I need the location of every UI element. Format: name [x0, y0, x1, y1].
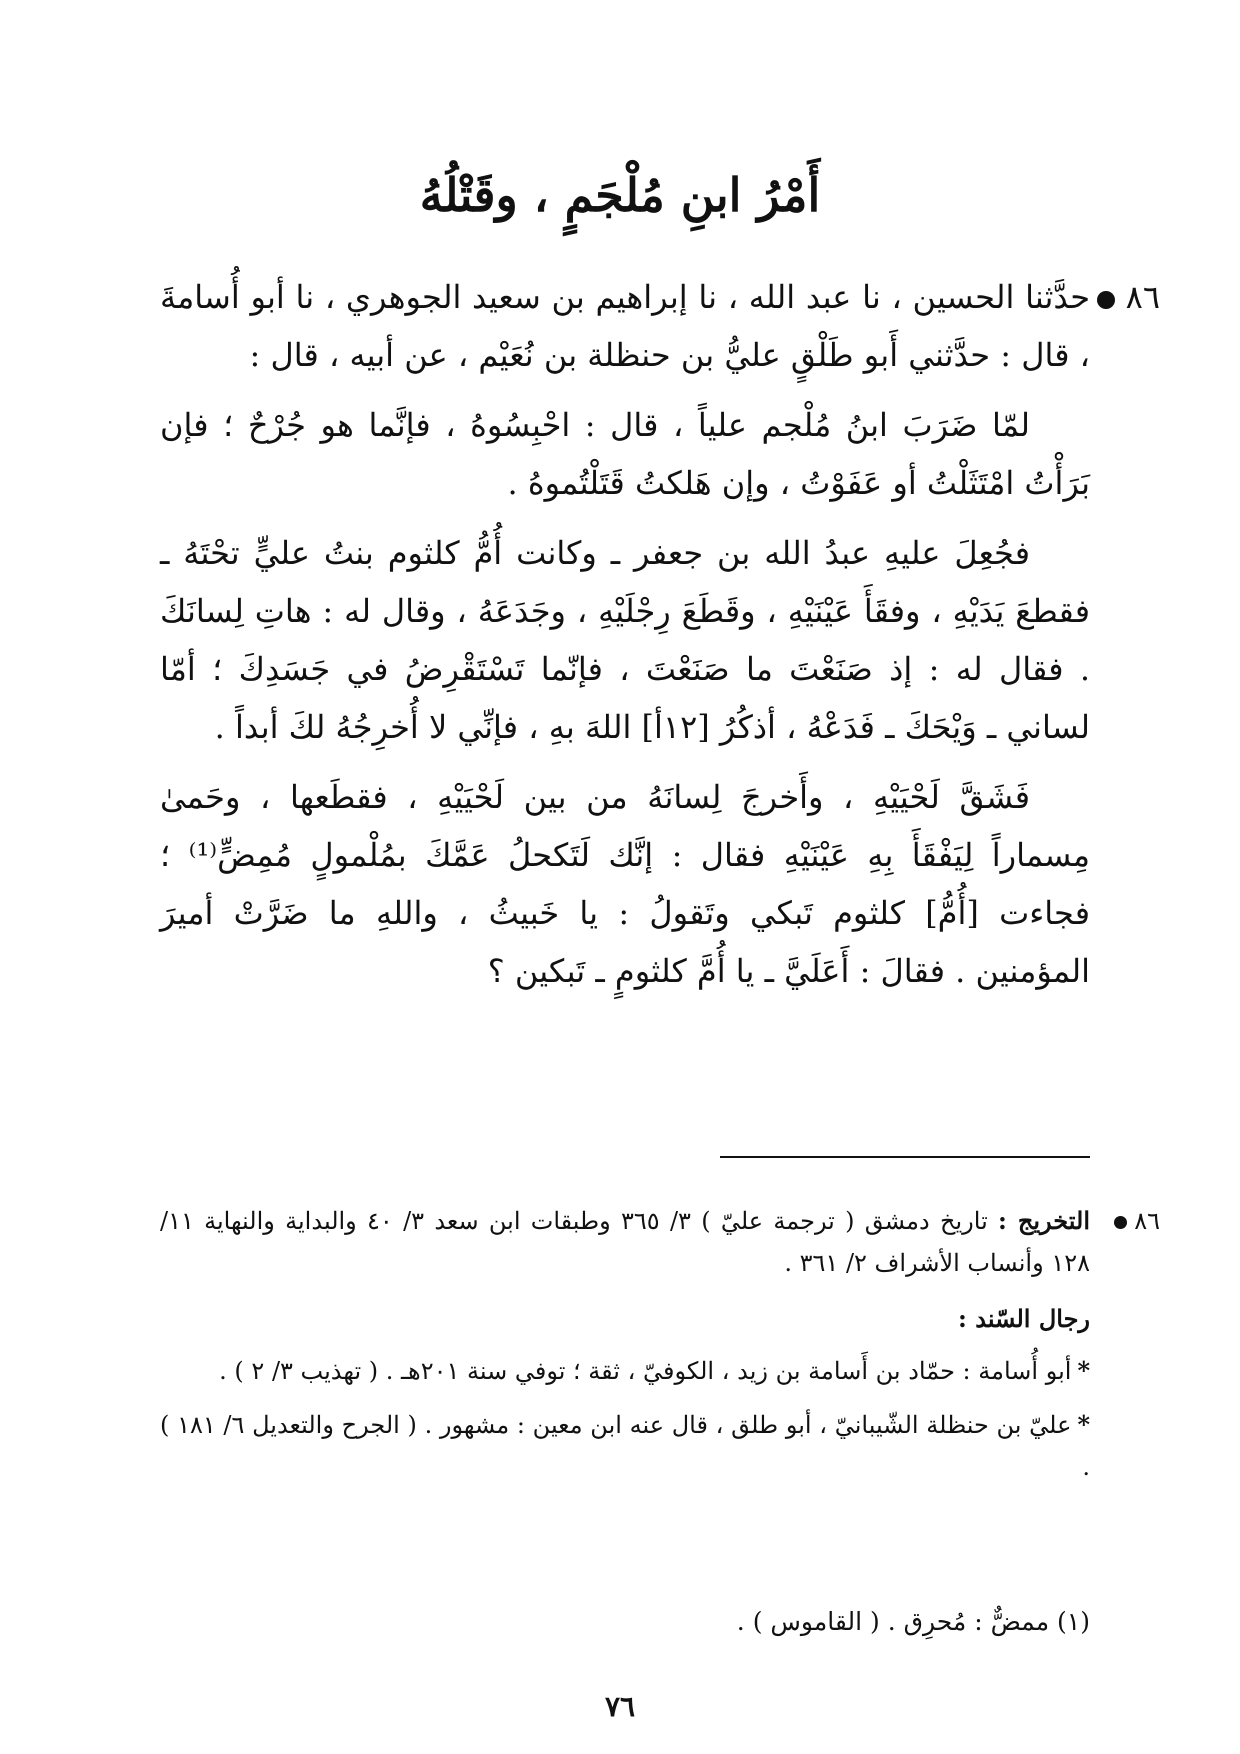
- rijal-item: [160, 1404, 1090, 1488]
- hadith-number: ٨٦: [1125, 278, 1160, 316]
- hadith-paragraph: فَشَقَّ لَحْيَيْهِ ، وأَخرجَ لِسانَهُ من بين لَحْيَيْهِ ، فقطَعها ، وحَمىٰ مِسماراً لِيَفْقَأَ بِهِ عَيْنَيْهِ فقال : إنَّك لَتَكحلُ عَمَّكَ بمُلْمولٍ مُمِضٍّ⁽¹⁾ ؛ فجاءت [أُمُّ] كلثوم تَبكي وتَقولُ : يا خَبيثُ ، واللهِ ما ضَرَّتْ أميرَ المؤمنين . فقالَ : أَعَلَيَّ ـ يا أُمَّ كلثومٍ ـ تَبكين ؟: [160, 778, 1091, 990]
- rijal-heading: رجال السّند :: [958, 1304, 1090, 1333]
- hadith-number-marker: [1091, 268, 1160, 326]
- hadith-paragraph: فجُعِلَ عليهِ عبدُ الله بن جعفر ـ وكانت أُمُّ كلثوم بنتُ عليٍّ تحْتَهُ ـ فقطعَ يَدَيْهِ ، وفقَأَ عَيْنَيْهِ ، وقَطَعَ رِجْلَيْهِ ، وجَدَعَهُ ، وقال له : هاتِ لِسانَكَ . فقال له : إذ صَنَعْتَ ما صَنَعْتَ ، فإنّما تَسْتَقْرِضُ في جَسَدِكَ ؛ أمّا لساني ـ وَيْحَكَ ـ فَدَعْهُ ، أذكُرُ [١٢أ] اللهَ بهِ ، فإنِّي لا أُخرِجُهُ لكَ أبداً .: [160, 534, 1090, 746]
- takhrij-number-marker: [1110, 1200, 1160, 1242]
- hadith-isnad: [160, 268, 1160, 384]
- takhrij-number: ٨٦: [1134, 1207, 1160, 1235]
- footnote-divider: [720, 1156, 1090, 1158]
- footnotes: [160, 1200, 1160, 1500]
- page-number: ٧٦: [604, 1690, 636, 1723]
- page-title: أَمْرُ ابنِ مُلْجَمٍ ، وقَتْلُهُ: [419, 168, 821, 222]
- glossary-footnote: (١) ممضٌّ : مُحرِق . ( القاموس ) .: [736, 1607, 1090, 1636]
- isnad-text: حدَّثنا الحسين ، نا عبد الله ، نا إبراهيم بن سعيد الجوهري ، نا أبو أُسامةَ ، قال : حدَّثني أَبو طَلْقٍ عليُّ بن حنظلة بن نُعَيْم ، عن أبيه ، قال :: [160, 278, 1091, 374]
- main-text: [160, 268, 1160, 1012]
- star-icon: *: [1077, 1356, 1090, 1385]
- star-icon: *: [1077, 1410, 1091, 1439]
- bullet-icon: [1114, 1216, 1127, 1229]
- bullet-icon: [1097, 291, 1115, 309]
- takhrij-text: تاريخ دمشق ( ترجمة عليّ ) ٣/ ٣٦٥ وطبقات ابن سعد ٣/ ٤٠ والبداية والنهاية ١١/ ١٢٨ وأنساب الأشراف ٢/ ٣٦١ .: [160, 1207, 1090, 1277]
- rijal-item-text: أبو أُسامة : حمّاد بن أَسامة بن زيد ، الكوفيّ ، ثقة ؛ توفي سنة ٢٠١هـ . ( تهذيب ٣/ ٢ ) .: [219, 1357, 1072, 1385]
- rijal-item-text: عليّ بن حنظلة الشّيبانيّ ، أبو طلق ، قال عنه ابن معين : مشهور . ( الجرح والتعديل ٦/ ١٨١ ) .: [160, 1411, 1090, 1481]
- takhrij-label: التخريج :: [998, 1206, 1090, 1235]
- hadith-paragraph: لمّا ضَرَبَ ابنُ مُلْجم علياً ، قال : احْبِسُوهُ ، فإنَّما هو جُرْحٌ ؛ فإن بَرَأْتُ امْتَثَلْتُ أو عَفَوْتُ ، وإن هَلكتُ قَتَلْتُموهُ .: [160, 406, 1090, 502]
- takhrij-block: [160, 1200, 1160, 1284]
- rijal-item: [160, 1350, 1090, 1392]
